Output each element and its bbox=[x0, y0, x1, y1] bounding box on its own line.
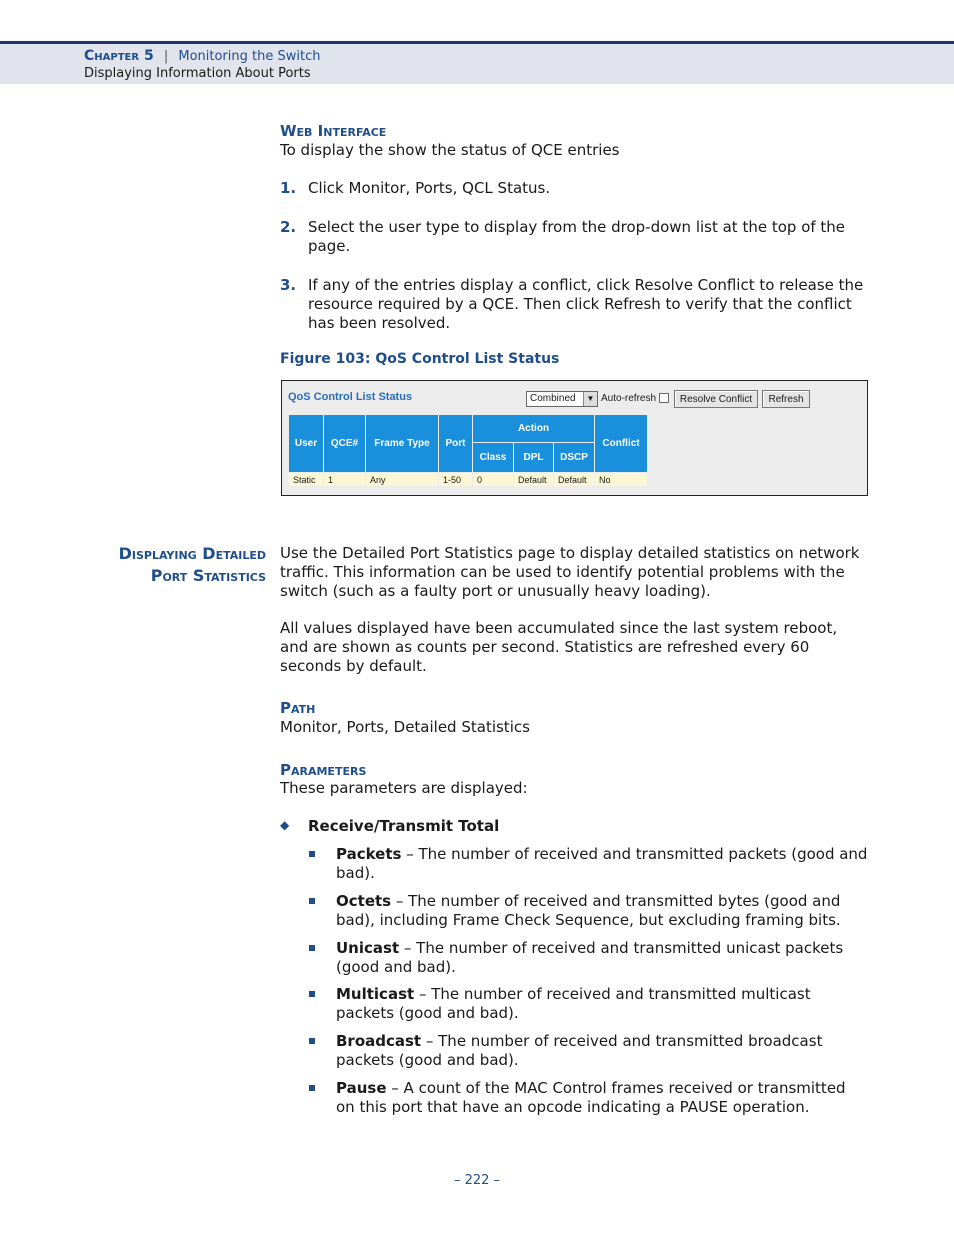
col-dpl: DPL bbox=[514, 443, 554, 473]
refresh-button[interactable]: Refresh bbox=[762, 390, 810, 408]
figure-caption: Figure 103: QoS Control List Status bbox=[280, 351, 560, 367]
step-3 bbox=[280, 276, 870, 333]
cell-qce: 1 bbox=[324, 473, 366, 487]
col-conflict: Conflict bbox=[595, 415, 648, 473]
diamond-bullet-icon: ◆ bbox=[280, 818, 290, 832]
col-class: Class bbox=[473, 443, 514, 473]
qos-control-list-figure bbox=[281, 380, 868, 496]
col-action: Action bbox=[473, 415, 595, 443]
page-number: – 222 – bbox=[453, 1173, 501, 1188]
item-desc: – The number of received and transmitted packets (good and bad). bbox=[336, 845, 868, 882]
list-item bbox=[336, 845, 868, 883]
list-item bbox=[336, 1032, 868, 1070]
col-dscp: DSCP bbox=[554, 443, 595, 473]
item-term: Unicast bbox=[336, 939, 400, 957]
col-qce: QCE# bbox=[324, 415, 366, 473]
list-item bbox=[336, 892, 868, 930]
section-paragraph-1: Use the Detailed Port Statistics page to display detailed statistics on network traffic. This information can be used to identify potential problems with the switch (such as a faulty port or unusually heavy loading). bbox=[280, 544, 860, 600]
square-bullet-icon bbox=[309, 898, 315, 904]
list-item bbox=[336, 1079, 868, 1117]
chevron-down-icon: ▼ bbox=[583, 392, 597, 406]
cell-user: Static bbox=[289, 473, 324, 487]
table-row bbox=[289, 473, 648, 487]
select-value: Combined bbox=[530, 393, 576, 404]
square-bullet-icon bbox=[309, 1085, 315, 1091]
item-term: Multicast bbox=[336, 985, 415, 1003]
chapter-label: Chapter 5 bbox=[84, 48, 154, 64]
step-2 bbox=[280, 218, 870, 256]
parameters-heading: Parameters bbox=[280, 761, 367, 779]
col-frame-type: Frame Type bbox=[366, 415, 439, 473]
chapter-line bbox=[84, 48, 320, 64]
square-bullet-icon bbox=[309, 1038, 315, 1044]
section-title: Displaying Information About Ports bbox=[84, 66, 311, 81]
item-desc: – The number of received and transmitted bytes (good and bad), including Frame Check Sequence, but excluding framing bits. bbox=[336, 892, 841, 929]
cell-class: 0 bbox=[473, 473, 514, 487]
section-side-heading bbox=[119, 543, 266, 587]
step-text: If any of the entries display a conflict, click Resolve Conflict to release the resource required by a QCE. Then click Refresh to verify that the conflict has been resolved. bbox=[308, 276, 864, 332]
path-text: Monitor, Ports, Detailed Statistics bbox=[280, 718, 530, 736]
web-interface-intro: To display the show the status of QCE entries bbox=[280, 141, 620, 159]
item-desc: – The number of received and transmitted unicast packets (good and bad). bbox=[336, 939, 844, 976]
square-bullet-icon bbox=[309, 945, 315, 951]
cell-frame-type: Any bbox=[366, 473, 439, 487]
running-header bbox=[0, 41, 954, 84]
item-term: Octets bbox=[336, 892, 392, 910]
chapter-title: Monitoring the Switch bbox=[178, 49, 321, 64]
bullet-title: Receive/Transmit Total bbox=[308, 817, 500, 835]
item-desc: – The number of received and transmitted broadcast packets (good and bad). bbox=[336, 1032, 823, 1069]
col-user: User bbox=[289, 415, 324, 473]
list-item bbox=[336, 939, 868, 977]
side-heading-line1: Displaying Detailed bbox=[118, 544, 266, 563]
item-desc: – The number of received and transmitted multicast packets (good and bad). bbox=[336, 985, 811, 1022]
path-heading: Path bbox=[280, 699, 316, 717]
web-interface-heading: Web Interface bbox=[280, 122, 387, 140]
square-bullet-icon bbox=[309, 851, 315, 857]
step-number: 2. bbox=[280, 218, 297, 236]
cell-port: 1-50 bbox=[439, 473, 473, 487]
item-desc: – A count of the MAC Control frames received or transmitted on this port that have an opcode indicating a PAUSE operation. bbox=[336, 1079, 846, 1116]
step-number: 3. bbox=[280, 276, 297, 294]
cell-dpl: Default bbox=[514, 473, 554, 487]
qcl-status-table bbox=[288, 414, 648, 487]
figure-title: QoS Control List Status bbox=[288, 391, 413, 403]
cell-conflict: No bbox=[595, 473, 648, 487]
item-term: Packets bbox=[336, 845, 402, 863]
item-term: Broadcast bbox=[336, 1032, 422, 1050]
list-item bbox=[336, 985, 868, 1023]
step-1 bbox=[280, 179, 870, 198]
cell-dscp: Default bbox=[554, 473, 595, 487]
section-paragraph-2: All values displayed have been accumulated since the last system reboot, and are shown as counts per second. Statistics are refreshed every 60 seconds by default. bbox=[280, 619, 838, 675]
auto-refresh-checkbox[interactable] bbox=[659, 393, 669, 403]
step-number: 1. bbox=[280, 179, 297, 197]
item-term: Pause bbox=[336, 1079, 387, 1097]
resolve-conflict-button[interactable]: Resolve Conflict bbox=[674, 390, 758, 408]
col-port: Port bbox=[439, 415, 473, 473]
auto-refresh-label: Auto-refresh bbox=[601, 393, 657, 404]
user-type-select[interactable] bbox=[526, 391, 598, 407]
square-bullet-icon bbox=[309, 991, 315, 997]
step-text: Click Monitor, Ports, QCL Status. bbox=[308, 179, 551, 197]
header-separator: | bbox=[163, 49, 169, 64]
side-heading-line2: Port Statistics bbox=[150, 566, 266, 585]
parameters-intro: These parameters are displayed: bbox=[280, 779, 528, 797]
step-text: Select the user type to display from the drop-down list at the top of the page. bbox=[308, 218, 846, 255]
